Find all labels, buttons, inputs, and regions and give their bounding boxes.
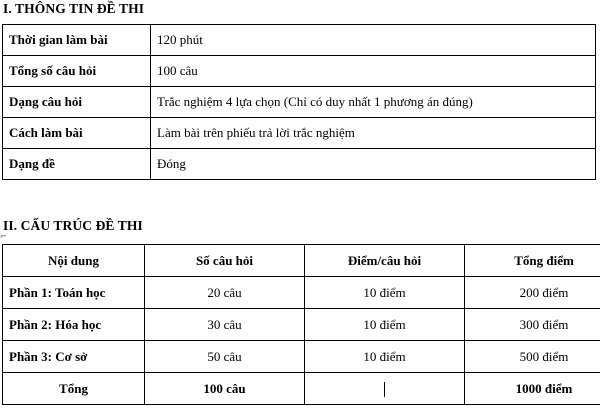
info-value: 100 câu	[151, 56, 596, 87]
question-count: 30 câu	[145, 309, 305, 341]
info-value: Đóng	[151, 149, 596, 180]
total-points: 300 điểm	[465, 309, 600, 341]
column-header: Số câu hỏi	[145, 245, 305, 277]
exam-structure-table	[2, 244, 600, 405]
question-count: 20 câu	[145, 277, 305, 309]
column-header: Điểm/câu hỏi	[305, 245, 465, 277]
total-question-count: 100 câu	[145, 373, 305, 405]
info-value: 120 phút	[151, 25, 596, 56]
grand-total-points: 1000 điểm	[465, 373, 600, 405]
text-cursor	[384, 382, 385, 397]
points-per-question: 10 điểm	[305, 309, 465, 341]
info-label: Dạng đề	[3, 149, 151, 180]
points-per-question: 10 điểm	[305, 277, 465, 309]
info-label: Cách làm bài	[3, 118, 151, 149]
total-points: 500 điểm	[465, 341, 600, 373]
paragraph-anchor-icon: ⌐	[0, 232, 7, 241]
table-header-row	[3, 245, 600, 277]
info-label: Tổng số câu hỏi	[3, 56, 151, 87]
table-row	[3, 341, 600, 373]
question-count: 50 câu	[145, 341, 305, 373]
info-label: Thời gian làm bài	[3, 25, 151, 56]
column-header: Nội dung	[3, 245, 145, 277]
table-row	[3, 56, 596, 87]
table-row	[3, 25, 596, 56]
total-points: 200 điểm	[465, 277, 600, 309]
column-header: Tổng điểm	[465, 245, 600, 277]
section-1-heading: I. THÔNG TIN ĐỀ THI	[3, 1, 145, 16]
part-name: Phần 1: Toán học	[3, 277, 145, 309]
table-total-row	[3, 373, 600, 405]
table-row	[3, 87, 596, 118]
part-name: Phần 3: Cơ sở	[3, 341, 145, 373]
info-value: Trắc nghiệm 4 lựa chọn (Chỉ có duy nhất 1 phương án đúng)	[151, 87, 596, 118]
table-row	[3, 309, 600, 341]
part-name: Phần 2: Hóa học	[3, 309, 145, 341]
points-per-question: 10 điểm	[305, 341, 465, 373]
table-row	[3, 277, 600, 309]
info-value: Làm bài trên phiếu trả lời trắc nghiệm	[151, 118, 596, 149]
info-label: Dạng câu hỏi	[3, 87, 151, 118]
exam-info-table	[2, 24, 596, 180]
total-label: Tổng	[3, 373, 145, 405]
table-row	[3, 149, 596, 180]
table-row	[3, 118, 596, 149]
section-2-heading: II. CẤU TRÚC ĐỀ THI	[3, 218, 143, 233]
total-points-per-question-cell[interactable]	[305, 373, 465, 405]
